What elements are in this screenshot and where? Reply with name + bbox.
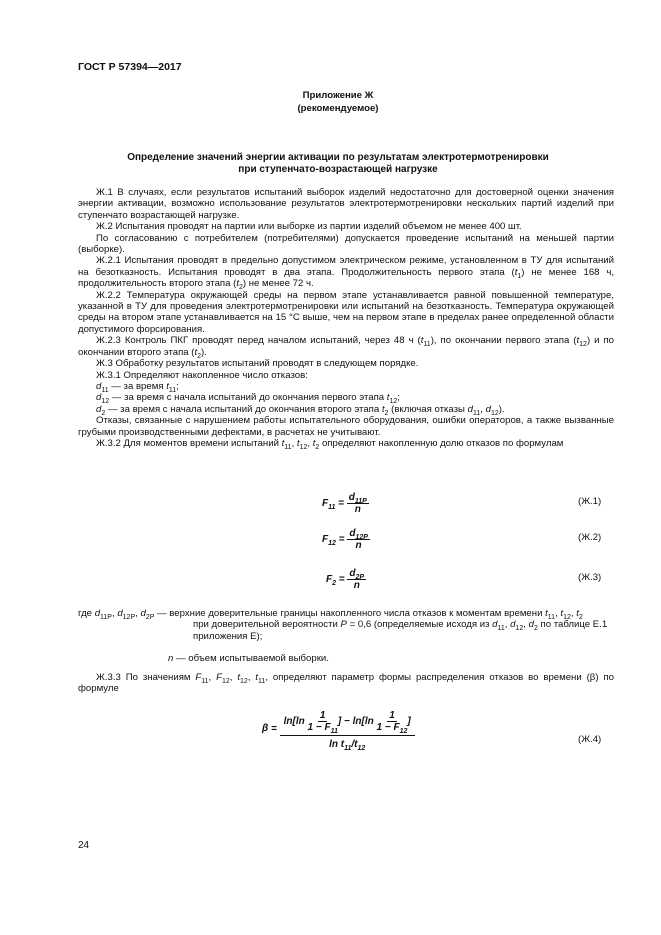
formula-beta: β = ln[ln $\frac{1}{1 - F_{11}}$ ] − ln[ln $\frac{1}{1 - F_{12}}$ ] $\ln t_{11}/t_{12}$ <box>262 708 415 750</box>
paragraph-zh2-3: Ж.2.3 Контроль ПКГ проводят перед началом испытаний, через 48 ч $(t_{11})$, по окончании первого этапа $(t_{12})$ и по окончании второго этапа $(t_2)$. <box>78 335 614 360</box>
paragraph-zh1: Ж.1 В случаях, если результатов испытаний выборок изделий недостаточно для достоверной оценки значения энергии активации, возможно использование результатов электротермотренировки нескольких партий изделий при ступенчато возрастающей нагрузке. <box>78 187 614 221</box>
equation-number-1: (Ж.1) <box>578 496 602 507</box>
paragraph-zh2-2: Ж.2.2 Температура окружающей среды на первом этапе устанавливается равной повышенной температуре, указанной в ТУ для проведения электротермотренировки или испытаний на безотказность. Температура окружающей среды на втором этапе устанавливается на 15 °C выше, чем на первом этапе в пределах ранее определенной области допустимого форсирования. <box>78 289 614 335</box>
formula-f12: $F_{12}$ = $\frac{d_{12P}}{n}$ <box>322 528 368 551</box>
section-title-line1: Определение значений энергии активации по результатам электротермотренировки <box>127 152 549 163</box>
definition-d12: $d_{12}$ — за время с начала испытаний до окончания первого этапа $t_{12}$; <box>96 392 400 406</box>
paragraph-zh3-2: Ж.3.2 Для моментов времени испытаний $t_{11}$, $t_{12}$, $t_2$ определяют накопленную долю отказов по формулам <box>96 437 564 451</box>
equation-number-2: (Ж.2) <box>578 532 602 543</box>
standard-header: ГОСТ Р 57394—2017 <box>78 61 182 73</box>
appendix-title: Приложение Ж <box>302 90 374 101</box>
section-title-line2: при ступенчато-возрастающей нагрузке <box>238 164 438 175</box>
page-number: 24 <box>78 840 90 851</box>
paragraph-zh3-1: Ж.3.1 Определяют накопленное число отказов: <box>96 369 308 381</box>
paragraph-zh3-3: Ж.3.3 По значениям $F_{11}$, $F_{12}$, $t_{12}$, $t_{11}$, определяют параметр формы распределения отказов во времени (β) по формуле <box>78 672 614 695</box>
paragraph-failures: Отказы, связанные с нарушением работы испытательного оборудования, ошибки операторов, а также вызванные грубыми производственными дефектами, в расчетах не учитывают. <box>78 415 614 438</box>
paragraph-zh2-1: Ж.2.1 Испытания проводят в предельно допустимом электрическом режиме, установленном в ТУ для испытаний на безотказность. Испытания проводят в два этапа. Продолжительность первого этапа $(t_1)$ не менее 168 ч, продолжительность второго этапа $(t_2)$ не менее 72 ч. <box>78 255 615 292</box>
equation-number-4: (Ж.4) <box>578 734 602 745</box>
paragraph-zh2: Ж.2 Испытания проводят на партии или выборке из партии изделий объемом не менее 400 шт. <box>96 221 522 233</box>
paragraph-zh3: Ж.3 Обработку результатов испытаний проводят в следующем порядке. <box>96 358 419 370</box>
body-text <box>78 187 614 449</box>
equation-number-3: (Ж.3) <box>578 572 602 583</box>
formula-f11: $F_{11}$ = $\frac{d_{11P}}{n}$ <box>322 492 367 515</box>
definition-d11: $d_{11}$ — за время $t_{11}$; <box>96 380 179 394</box>
paragraph-agreement: По согласованию с потребителем (потребителями) допускается проведение испытаний на меньшей партии (выборке). <box>78 232 614 256</box>
appendix-subtitle: (рекомендуемое) <box>297 103 379 114</box>
where-block: где $d_{11P}$, $d_{12P}$, $d_{2P}$ — верхние доверительные границы накопленного числа отказов к моментам времени $t_{11}$, $t_{12}$, $t_2$ при доверительной вероятности P = 0,6 (определяемые исходя из $d_{11}$, $d_{12}$, $d_2$ по таблице Е.1 приложения Е); n — объем испытываемой выборки. <box>78 608 608 665</box>
formula-f2: $F_2$ = $\frac{d_{2P}}{n}$ <box>326 568 365 591</box>
definition-d2: $d_2$ — за время с начала испытаний до окончания второго этапа $t_2$ (включая отказы $d_{11}$, $d_{12}$). <box>96 403 505 417</box>
